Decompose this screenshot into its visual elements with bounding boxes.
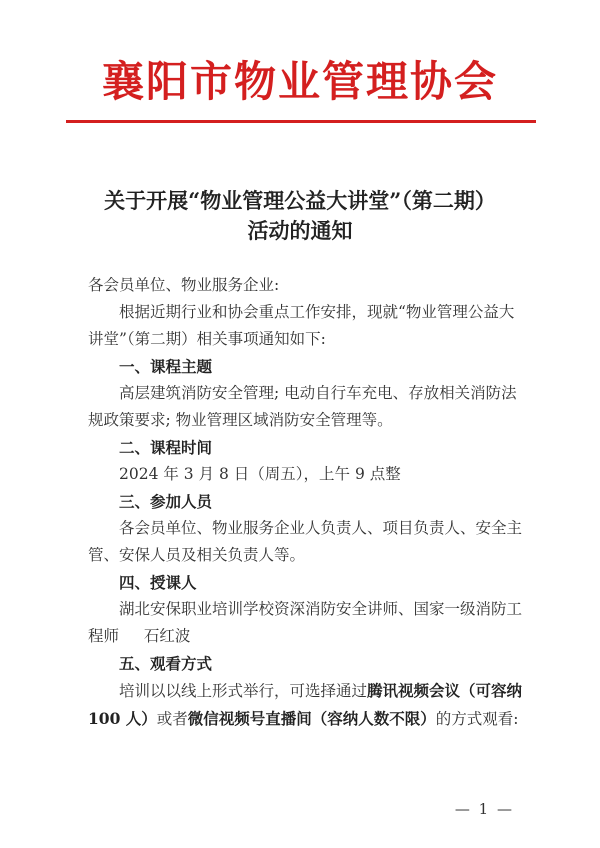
- section-topic-heading: 一、课程主题: [119, 357, 213, 376]
- section-lecturer-heading: 四、授课人: [119, 573, 197, 592]
- section-lecturer-content: [88, 596, 528, 650]
- section-viewing-heading: 五、观看方式: [119, 654, 213, 673]
- lecturer-name: 石红波: [143, 627, 191, 645]
- document-title-line-1: 关于开展“物业管理公益大讲堂”（第二期）: [104, 188, 496, 213]
- section-time-heading: 二、课程时间: [119, 438, 213, 457]
- section-attendees-content: 各会员单位、物业服务企业人负责人、项目负责人、安全主管、安保人员及相关负责人等。: [88, 519, 523, 564]
- section-attendees-heading: 三、参加人员: [119, 492, 213, 511]
- viewing-text-middle: 或者: [156, 710, 188, 728]
- viewing-option-tencent-meeting: 腾讯视频会议（可容纳 100 人）: [88, 681, 523, 728]
- red-header-rule: [66, 120, 536, 123]
- page-number: — 1 —: [454, 800, 514, 818]
- salutation: 各会员单位、物业服务企业:: [88, 276, 280, 294]
- document-title: [40, 186, 560, 246]
- section-topic-content: 高层建筑消防安全管理; 电动自行车充电、存放相关消防法规政策要求; 物业管理区域消防安全管理等。: [88, 384, 517, 429]
- document-body: [88, 272, 528, 733]
- section-time-content: 2024 年 3 月 8 日（周五），上午 9 点整: [119, 465, 401, 483]
- section-viewing-content: [88, 677, 528, 733]
- viewing-text-before: 培训以以线上形式举行，可选择通过: [119, 682, 368, 700]
- viewing-text-after: 的方式观看:: [435, 710, 519, 728]
- org-header-title: 襄阳市物业管理协会: [101, 57, 498, 106]
- document-title-line-2: 活动的通知: [247, 218, 353, 243]
- viewing-option-wechat-live: 微信视频号直播间（容纳人数不限）: [187, 709, 436, 728]
- intro-paragraph: 根据近期行业和协会重点工作安排，现就“物业管理公益大讲堂”（第二期）相关事项通知如下:: [88, 303, 515, 348]
- lecturer-description: 湖北安保职业培训学校资深消防安全讲师、国家一级消防工程师: [88, 600, 523, 645]
